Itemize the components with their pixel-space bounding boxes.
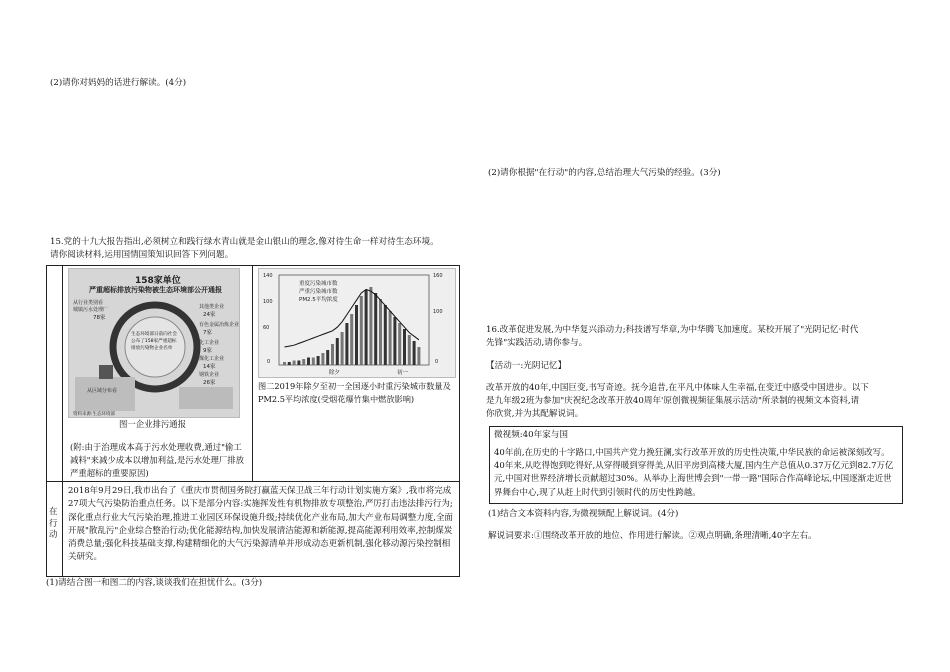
question-video-narration: (1)结合文本资料内容,为微视频配上解说词。(4分): [488, 509, 679, 519]
figure-column-divider: [252, 265, 253, 481]
fig2-bar: [417, 347, 420, 365]
paragraph-1-line2: 是九年级2班为参加"庆祝纪念改革开放40周年'原创微视频征集展示活动"所录制的视频文本资料,请: [486, 396, 860, 406]
fig1-item-other: 其他类企业: [199, 304, 225, 310]
question-15-intro-line1: 15.党的十九大报告指出,必须树立和践行绿水青山就是金山银山的理念,像对待生命一样对待生态环境。: [50, 237, 439, 247]
fig2-bar: [341, 332, 344, 365]
activity-1-heading: 【活动一:光阴记忆】: [486, 361, 567, 371]
fig2-chart-svg: [259, 269, 456, 378]
fig2-bar: [389, 311, 392, 365]
figure1-pollution-report-image: [68, 268, 240, 418]
fig1-item-chemical: 化工企业: [199, 340, 220, 346]
fig2-legend-pm25: PM2.5平均浓度: [299, 297, 338, 303]
question-1-worry: (1)请结合图一和图二的内容,谈谈我们在担忧什么。(3分): [46, 578, 263, 588]
question-mom-interpretation: (2)请你对妈妈的话进行解读。(4分): [50, 78, 187, 88]
table-row-divider: [46, 481, 460, 482]
fig2-bar: [317, 356, 320, 365]
fig2-bar: [345, 323, 348, 365]
fig2-bar: [288, 362, 291, 365]
fig1-item-industry: 从行业类别看: [73, 300, 104, 306]
fig2-bar: [365, 290, 368, 365]
fig2-left-tick-140: 140: [263, 273, 273, 279]
fig2-bar: [413, 341, 416, 365]
fig2-bar: [393, 317, 396, 365]
fig2-left-tick-60: 60: [263, 325, 270, 331]
fig1-item-steel: 钢铁企业: [199, 372, 220, 378]
fig2-right-tick-100: 100: [433, 309, 443, 315]
question-15-intro-line2: 请你阅读材料,运用国情国策知识回答下列问题。: [50, 250, 234, 260]
fig2-bar: [321, 353, 324, 365]
figure2-caption: 图二2019年除夕至初一全国逐小时重污染城市数量及PM2.5平均浓度(受烟花爆竹集中燃放影响): [258, 381, 451, 404]
fig1-item-coal: 煤化工企业: [199, 356, 225, 362]
fig2-bar: [408, 335, 411, 365]
fig2-xlabel-day1: 初一: [397, 370, 409, 376]
fig2-right-tick-160: 160: [433, 273, 443, 279]
fig1-title-count: 158家单位: [135, 276, 181, 286]
fig2-bar: [326, 350, 329, 365]
fig2-bar: [293, 361, 296, 366]
fig1-value-metal: 7家: [203, 330, 212, 336]
fig2-bar: [398, 323, 401, 365]
fig1-center-text: 生态环境部日前向社会公布了158家严重超标排放污染物企业名单: [131, 332, 177, 351]
figure1-note: (附:由于治理成本高于污水处理收费,通过"偷工减料"来减少成本以增加利益,是污水处理厂排放严重超标的重要原因): [70, 442, 245, 478]
question-16-line1: 16.改革促进发展,为中华复兴添动力;科技谱写华章,为中华腾飞加速度。某校开展了"光阴记忆·时代: [486, 325, 859, 335]
fig2-bar: [331, 344, 334, 365]
fig2-bar: [379, 299, 382, 365]
fig2-bar: [355, 305, 358, 365]
table-label-column-divider: [62, 265, 63, 577]
in-action-label: 在行动: [49, 506, 58, 539]
fig2-legend-heavy: 重度污染城市数: [299, 281, 338, 287]
fig1-title: 严重超标排放污染物被生态环境部公开通报: [89, 286, 222, 294]
fig2-left-tick-0: 0: [267, 359, 271, 365]
fig2-bar: [384, 305, 387, 365]
fig1-item-metal: 有色金属冶炼企业: [199, 322, 240, 328]
fig1-value-coal: 14家: [203, 364, 216, 370]
question-2-experience: (2)请你根据"在行动"的内容,总结治理大气污染的经验。(3分): [488, 168, 721, 178]
fig1-value-steel: 26家: [203, 380, 216, 386]
fig1-value-other: 24家: [203, 312, 216, 318]
narration-requirements: 解说词要求:①围绕改革开放的地位、作用进行解读。②观点明确,条理清晰,40字左右。: [488, 531, 817, 541]
figure1-caption: 图一企业排污通报: [119, 419, 186, 429]
fig1-source: 资料来源:生态环境部: [73, 412, 116, 417]
fig1-value-chemical: 9家: [203, 348, 212, 354]
fig1-value-sewage: 78家: [93, 315, 106, 321]
fig1-region-label: 从区域分布看: [87, 388, 118, 394]
paragraph-1-line3: 你欣赏,并为其配解说词。: [486, 409, 584, 419]
fig2-bar: [374, 293, 377, 365]
figure2-chart: [258, 268, 456, 378]
fig2-bar: [350, 314, 353, 365]
fig2-left-tick-100: 100: [263, 299, 273, 305]
fig2-bar: [336, 338, 339, 365]
fig2-bar: [297, 361, 300, 366]
fig2-xlabel-eve: 除夕: [329, 370, 341, 376]
fig2-bar: [302, 359, 305, 365]
fig1-item-sewage: 城镇污水处理厂: [73, 307, 109, 313]
fig2-legend-severe: 严重污染城市数: [299, 289, 338, 295]
paragraph-1-line1: 改革开放的40年,中国巨变,书写奇迹。抚今追昔,在平凡中体味人生幸福,在变迁中感受中国进步。以下: [486, 383, 869, 393]
fig2-bar: [312, 358, 315, 366]
micro-video-text: 40年前,在历史的十字路口,中国共产党力挽狂澜,实行改革开放的历史性决策,中华民族的命运被深刻改写。40年来,从吃得饱到吃得好,从穿得暖到穿得美,从旧平房到高楼大厦,国内生产总值从0.37万亿元到82.7万亿元,中国对世界经济增长贡献超过30%。从举办上海世博会到"一带一路"国际合作高峰论坛,中国逐渐走近世界舞台中心,现了从赶上时代到引领时代的历史性跨越。: [494, 448, 894, 498]
fig2-bar: [403, 329, 406, 365]
fig2-right-tick-0: 0: [435, 359, 439, 365]
micro-video-title: 微视频:40年家与国: [494, 430, 568, 440]
question-16-line2: 先锋"实践活动,请你参与。: [486, 338, 588, 348]
fig2-bar: [360, 296, 363, 365]
in-action-text: 2018年9月29日,我市出台了《重庆市贯彻国务院打赢蓝天保卫战三年行动计划实施方案》,我市将完成27项大气污染防治重点任务。以下是部分内容:实施挥发性有机物排放专项整治,严厉打击违法排污行为;深化重点行业大气污染治理,推进工业园区环保设施升级;持续优化产业布局,加大产业布局调整力度,全面开展"散乱污"企业综合整治行动;优化能源结构,加快发展清洁能源和新能源,提高能源利用效率,控制煤炭消费总量;强化科技基础支撑,构建精细化的大气污染源清单并形成动态更新机制,强化移动源污染控制相关研究。: [68, 486, 453, 563]
fig2-bar: [283, 362, 286, 365]
fig2-bar: [369, 287, 372, 365]
fig2-bar: [307, 358, 310, 366]
